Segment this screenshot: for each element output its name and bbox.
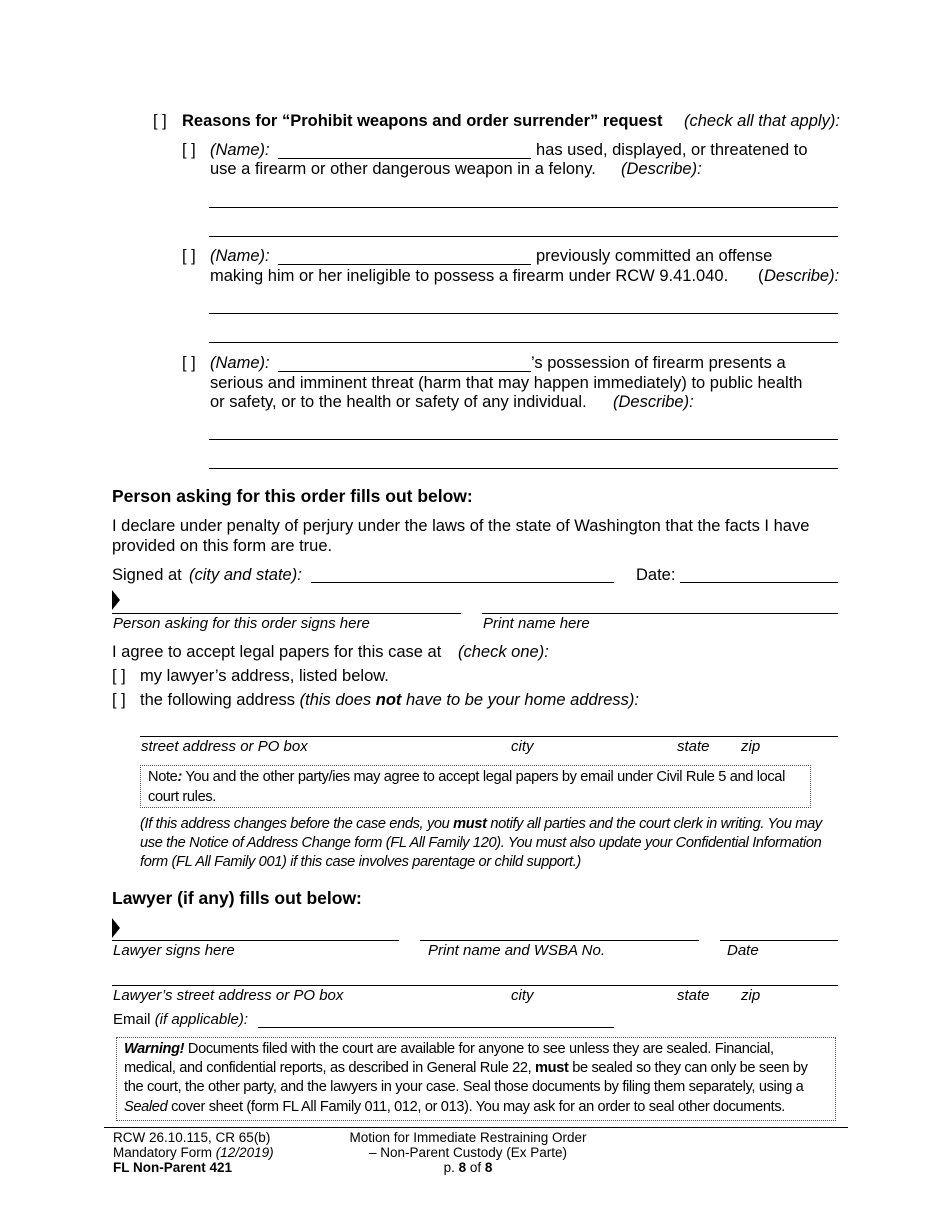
- print-name-field[interactable]: [482, 613, 838, 614]
- lawyer-print-name-field[interactable]: [420, 940, 699, 941]
- lawyer-email-label: [113, 1011, 248, 1028]
- signed-at-field[interactable]: [311, 582, 614, 583]
- lawyer-email-field[interactable]: [258, 1027, 614, 1028]
- footer-divider: [104, 1127, 848, 1128]
- footer-center: [318, 1130, 618, 1175]
- sign-here-label: Person asking for this order signs here: [113, 615, 370, 632]
- reason-2-text1: previously committed an offense: [536, 247, 773, 265]
- sign-arrow-icon: [112, 590, 120, 610]
- date-field[interactable]: [680, 582, 838, 583]
- warning-text-1: Documents filed with the court are available for anyone to see unless they are sealed. Financial,: [187, 1041, 774, 1057]
- warning-text-2a: medical, and confidential reports, as described in General Rule 22,: [124, 1060, 532, 1076]
- note-label: Note: [148, 769, 178, 785]
- reason-2-describe-open: (: [758, 267, 764, 285]
- address-state-label: state: [677, 738, 710, 755]
- reason-3-describe: (Describe):: [613, 393, 694, 411]
- footer-mandatory-date: (12/2019): [215, 1145, 274, 1160]
- agree-text: I agree to accept legal papers for this case at: [112, 643, 442, 661]
- warning-text-4b: cover sheet (form FL All Family 011, 012, or 013). You may ask for an order to seal other documents.: [171, 1099, 785, 1115]
- note-text-1: You and the other party/ies may agree to accept legal papers by email under Civil Rule 5 and local: [185, 769, 785, 785]
- reason-2-name-field[interactable]: [278, 264, 531, 265]
- footer-page-total: 8: [484, 1160, 493, 1175]
- address-change-line-1: [140, 816, 822, 832]
- footer-mandatory: [113, 1145, 274, 1160]
- option-address-note-b: have to be your home address):: [406, 691, 639, 709]
- email-hint: (if applicable):: [154, 1011, 249, 1028]
- warning-text-2b: be sealed so they can only be seen by: [572, 1060, 808, 1076]
- lawyer-print-name-label: Print name and WSBA No.: [428, 942, 606, 959]
- reason-1-checkbox[interactable]: [ ]: [182, 141, 196, 159]
- reason-1-describe-line-1[interactable]: [209, 207, 838, 208]
- reason-3-name-field[interactable]: [278, 371, 531, 372]
- change-text-1a: (If this address changes before the case ends, you: [140, 816, 450, 832]
- warning-line-2: [124, 1060, 808, 1076]
- option-lawyer-checkbox[interactable]: [ ]: [112, 667, 126, 685]
- reason-2-text2: making him or her ineligible to possess a firearm under RCW 9.41.040.: [210, 267, 729, 285]
- option-address-note-not: not: [375, 691, 402, 709]
- note-colon: :: [177, 769, 182, 785]
- reason-3-text3: or safety, or to the health or safety of any individual.: [210, 393, 587, 411]
- warning-line-1: [124, 1041, 774, 1057]
- footer-left: [113, 1130, 274, 1175]
- change-text-1b: notify all parties and the court clerk in writing. You may: [490, 816, 822, 832]
- reason-1-describe: (Describe):: [621, 160, 702, 178]
- reason-1-name-field[interactable]: [278, 158, 531, 159]
- reason-2-describe-line-2[interactable]: [209, 342, 838, 343]
- reason-1-describe-line-2[interactable]: [209, 236, 838, 237]
- option-address-checkbox[interactable]: [ ]: [112, 691, 126, 709]
- lawyer-address-field[interactable]: [112, 985, 838, 986]
- footer-mandatory-label: Mandatory Form: [113, 1145, 213, 1160]
- date-label: Date:: [636, 566, 676, 584]
- declaration-line-1: I declare under penalty of perjury under the laws of the state of Washington that the facts I have: [112, 517, 810, 535]
- lawyer-sign-label: Lawyer signs here: [113, 942, 235, 959]
- footer-page-p: p.: [443, 1160, 455, 1175]
- address-field[interactable]: [140, 736, 838, 737]
- option-address-label: [140, 691, 639, 710]
- reason-3-name-label: (Name):: [210, 354, 270, 372]
- reason-1-text1: has used, displayed, or threatened to: [536, 141, 808, 159]
- lawyer-address-state-label: state: [677, 987, 710, 1004]
- print-name-label: Print name here: [483, 615, 590, 632]
- check-one-hint: (check one):: [458, 643, 549, 661]
- city-state-hint: (city and state):: [189, 566, 302, 584]
- change-must: must: [453, 816, 487, 832]
- email-note-line-1: [148, 769, 785, 785]
- warning-sealed: Sealed: [124, 1099, 168, 1115]
- address-zip-label: zip: [741, 738, 761, 755]
- reason-3-describe-line-1[interactable]: [209, 439, 838, 440]
- reason-3-text2: serious and imminent threat (harm that may happen immediately) to public health: [210, 374, 803, 392]
- email-note-line-2: court rules.: [148, 789, 216, 805]
- warning-line-4: [124, 1099, 785, 1115]
- footer-rcw: RCW 26.10.115, CR 65(b): [113, 1130, 271, 1145]
- warning-title: Warning!: [124, 1041, 185, 1057]
- reason-3-checkbox[interactable]: [ ]: [182, 354, 196, 372]
- option-address-note-a: (this does: [299, 691, 372, 709]
- option-address-text: the following address: [140, 691, 296, 709]
- declaration-line-2: provided on this form are true.: [112, 537, 333, 555]
- lawyer-address-street-label: Lawyer’s street address or PO box: [113, 987, 344, 1004]
- lawyer-date-field[interactable]: [720, 940, 838, 941]
- footer-form-id: FL Non-Parent 421: [113, 1160, 233, 1175]
- person-heading: Person asking for this order fills out below:: [112, 486, 473, 506]
- lawyer-address-city-label: city: [511, 987, 534, 1004]
- footer-title-1: Motion for Immediate Restraining Order: [349, 1130, 587, 1145]
- signed-at-label: Signed at: [112, 566, 182, 584]
- footer-title-2: – Non-Parent Custody (Ex Parte): [368, 1145, 568, 1160]
- footer-page-num: 8: [458, 1160, 467, 1175]
- reason-2-name-label: (Name):: [210, 247, 270, 265]
- lawyer-signature-field[interactable]: [112, 940, 399, 941]
- lawyer-heading: Lawyer (if any) fills out below:: [112, 888, 362, 908]
- signature-field[interactable]: [112, 613, 461, 614]
- option-lawyer-label: my lawyer’s address, listed below.: [140, 667, 389, 685]
- address-city-label: city: [511, 738, 534, 755]
- address-change-line-2: use the Notice of Address Change form (FL All Family 120). You must also update your Confidential Information: [140, 835, 822, 851]
- reasons-checkbox[interactable]: [ ]: [153, 112, 167, 130]
- lawyer-sign-arrow-icon: [112, 918, 120, 938]
- address-street-label: street address or PO box: [141, 738, 308, 755]
- warning-must: must: [535, 1060, 569, 1076]
- reason-2-describe-line-1[interactable]: [209, 313, 838, 314]
- reason-1-text2: use a firearm or other dangerous weapon in a felony.: [210, 160, 596, 178]
- email-label: Email: [113, 1011, 151, 1028]
- reason-3-text1: ’s possession of firearm presents a: [531, 354, 786, 372]
- lawyer-date-label: Date: [727, 942, 759, 959]
- reason-2-checkbox[interactable]: [ ]: [182, 247, 196, 265]
- reasons-title: Reasons for “Prohibit weapons and order surrender” request: [182, 112, 663, 130]
- lawyer-address-zip-label: zip: [741, 987, 761, 1004]
- reason-1-name-label: (Name):: [210, 141, 270, 159]
- footer-page-of: of: [469, 1160, 482, 1175]
- reason-2-describe: Describe):: [764, 267, 840, 285]
- warning-line-3: the court, the other party, and the lawyers in your case. Seal those documents by filing them separately, using a: [124, 1079, 804, 1095]
- address-change-line-3: form (FL All Family 001) if this case involves parentage or child support.): [140, 854, 581, 870]
- reason-3-describe-line-2[interactable]: [209, 468, 838, 469]
- reasons-hint: (check all that apply):: [684, 112, 840, 130]
- footer-page: [318, 1160, 618, 1175]
